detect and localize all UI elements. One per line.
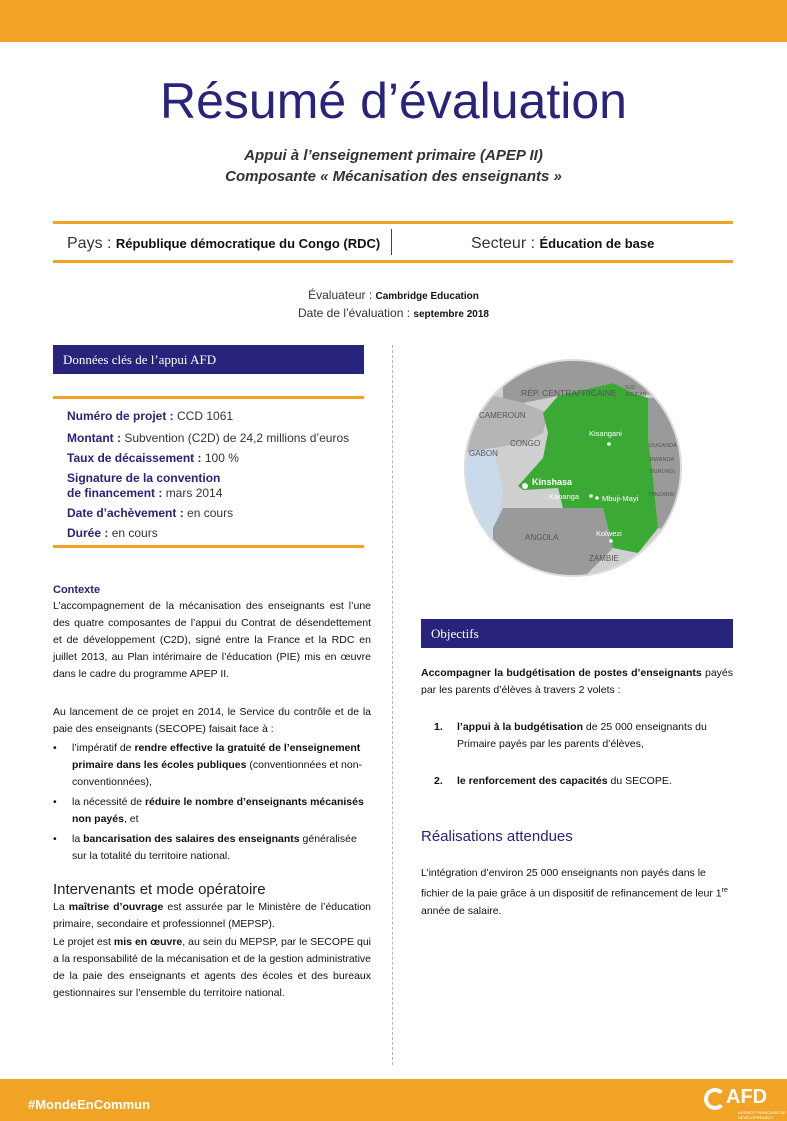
results-text: L’intégration d’environ 25 000 enseignants non payés dans le fichier de la paie grâce à un dispositif de refinancement de leur 1re année de salaire. — [421, 867, 728, 917]
country-value: République démocratique du Congo (RDC) — [115, 236, 381, 251]
afd-logo — [704, 1086, 784, 1118]
date-value: septembre 2018 — [413, 309, 489, 320]
country — [67, 235, 380, 253]
actors-paragraph-2: Le projet est mis en œuvre, au sein du MEPSP, par le SECOPE qui a la responsabilité de la mécanisation et de la gestion administrative de la paie des enseignants et agents des écoles et des bureaux gestionnaires sur l’ensemble du territoire national. — [53, 936, 372, 999]
evaluator-line — [0, 287, 787, 305]
keydata-duration: Durée : en cours — [67, 526, 158, 540]
label-burundi: BURUNDI — [650, 469, 676, 475]
country-label: Pays : — [67, 235, 116, 252]
keydata-box — [53, 396, 364, 548]
map-sea — [463, 448, 503, 578]
keydata-amount: Montant : Subvention (C2D) de 24,2 millions d’euros — [67, 431, 350, 445]
evaluation-date-line — [0, 305, 787, 323]
city-kinshasa-marker — [522, 483, 528, 489]
info-divider — [391, 229, 392, 255]
label-tanzanie: TANZANIE — [648, 492, 675, 498]
sector — [471, 235, 654, 253]
sector-label: Secteur : — [471, 235, 540, 252]
afd-logo-ring — [704, 1088, 726, 1110]
afd-logo-subtitle: AGENCE FRANÇAISE DE DÉVELOPPEMENT — [738, 1110, 786, 1120]
city-mbuji-mayi-marker — [595, 496, 599, 500]
context-bullet-1: • l’impératif de rendre effective la gratuité de l’enseignement primaire dans les écoles publiques (conventionnées et non-conventionnées), — [53, 740, 371, 791]
label-rwanda: RWANDA — [650, 457, 675, 463]
label-congo: CONGO — [510, 439, 541, 448]
label-sud: SUD — [625, 385, 636, 391]
date-label: Date de l’évaluation : — [297, 306, 414, 320]
city-kisangani-marker — [607, 442, 611, 446]
page-title: Résumé d’évaluation — [160, 73, 627, 129]
city-kisangani: Kisangani — [589, 429, 622, 438]
context-bullet-2: • la nécessité de réduire le nombre d’enseignants mécanisés non payés, et — [53, 794, 371, 828]
label-gabon: GABON — [469, 449, 498, 458]
city-kolwezi-marker — [609, 539, 613, 543]
keydata-rate: Taux de décaissement : 100 % — [67, 451, 239, 465]
label-rca: RÉP. CENTRAFRICAINE — [521, 388, 617, 398]
city-mbuji-mayi: Mbuji-Mayi — [602, 494, 639, 503]
context-bullet-3: • la bancarisation des salaires des enseignants généralisée sur la totalité du territoire national. — [53, 831, 371, 865]
label-angola: ANGOLA — [525, 533, 559, 542]
afd-logo-text: AFD — [726, 1086, 768, 1108]
context-paragraph-1: L’accompagnement de la mécanisation des enseignants est l’une des quatre composantes de l’appui du Contrat de désendettement et de développement (C2D), signé entre la France et la RDC en juillet 2013, au Plan intérimaire de l’éducation (PIE) mis en œuvre dans le cadre du programme APEP II. — [53, 600, 371, 680]
keydata-project: Numéro de projet : CCD 1061 — [67, 409, 234, 423]
evaluator-label: Évaluateur : — [308, 288, 376, 302]
drc-map — [463, 358, 683, 578]
objectives-intro: Accompagner la budgétisation de postes d’enseignants payés par les parents d’élèves à travers 2 volets : — [421, 667, 734, 696]
results-title: Réalisations attendues — [421, 828, 573, 845]
evaluation-info — [0, 287, 787, 323]
column-divider — [392, 345, 393, 1065]
objectives-heading: Objectifs — [421, 619, 733, 648]
label-soudan: SOUDAN — [625, 392, 647, 398]
city-kolwezi: Kolwezi — [596, 529, 622, 538]
label-cameroun: CAMEROUN — [479, 411, 526, 420]
keydata-completion: Date d’achèvement : en cours — [67, 506, 234, 520]
actors-paragraph-1: La maîtrise d’ouvrage est assurée par le Ministère de l’éducation primaire, secondaire et professionnel (MEPSP). — [53, 901, 371, 930]
city-kananga: Kananga — [549, 492, 580, 501]
keydata-heading: Données clés de l’appui AFD — [53, 345, 364, 374]
city-kananga-marker — [589, 494, 593, 498]
sector-value: Éducation de base — [539, 236, 655, 251]
country-sector-bar — [53, 221, 733, 263]
context-paragraph-2: Au lancement de ce projet en 2014, le Service du contrôle et de la paie des enseignants (SECOPE) faisait face à : — [53, 706, 371, 735]
footer-hashtag[interactable]: #MondeEnCommun — [28, 1097, 151, 1112]
subtitle — [0, 145, 787, 187]
objective-item-1: 1. l’appui à la budgétisation de 25 000 enseignants du Primaire payés par les parents d’élèves, — [434, 721, 707, 750]
objective-item-2: 2. le renforcement des capacités du SECOPE. — [434, 775, 672, 787]
label-zambie: ZAMBIE — [589, 554, 619, 563]
actors-title: Intervenants et mode opératoire — [53, 881, 266, 898]
context-title: Contexte — [53, 584, 101, 596]
label-ouganda: OUGANDA — [649, 443, 677, 449]
context-bullet-list — [53, 740, 371, 868]
evaluator-value: Cambridge Education — [375, 291, 479, 302]
city-kinshasa: Kinshasa — [532, 477, 573, 487]
top-orange-bar — [0, 0, 787, 42]
keydata-signature: Signature de la convention de financement : mars 2014 — [67, 471, 223, 500]
subtitle-line-1: Appui à l’enseignement primaire (APEP II) — [244, 147, 543, 164]
subtitle-line-2: Composante « Mécanisation des enseignants » — [225, 168, 562, 185]
